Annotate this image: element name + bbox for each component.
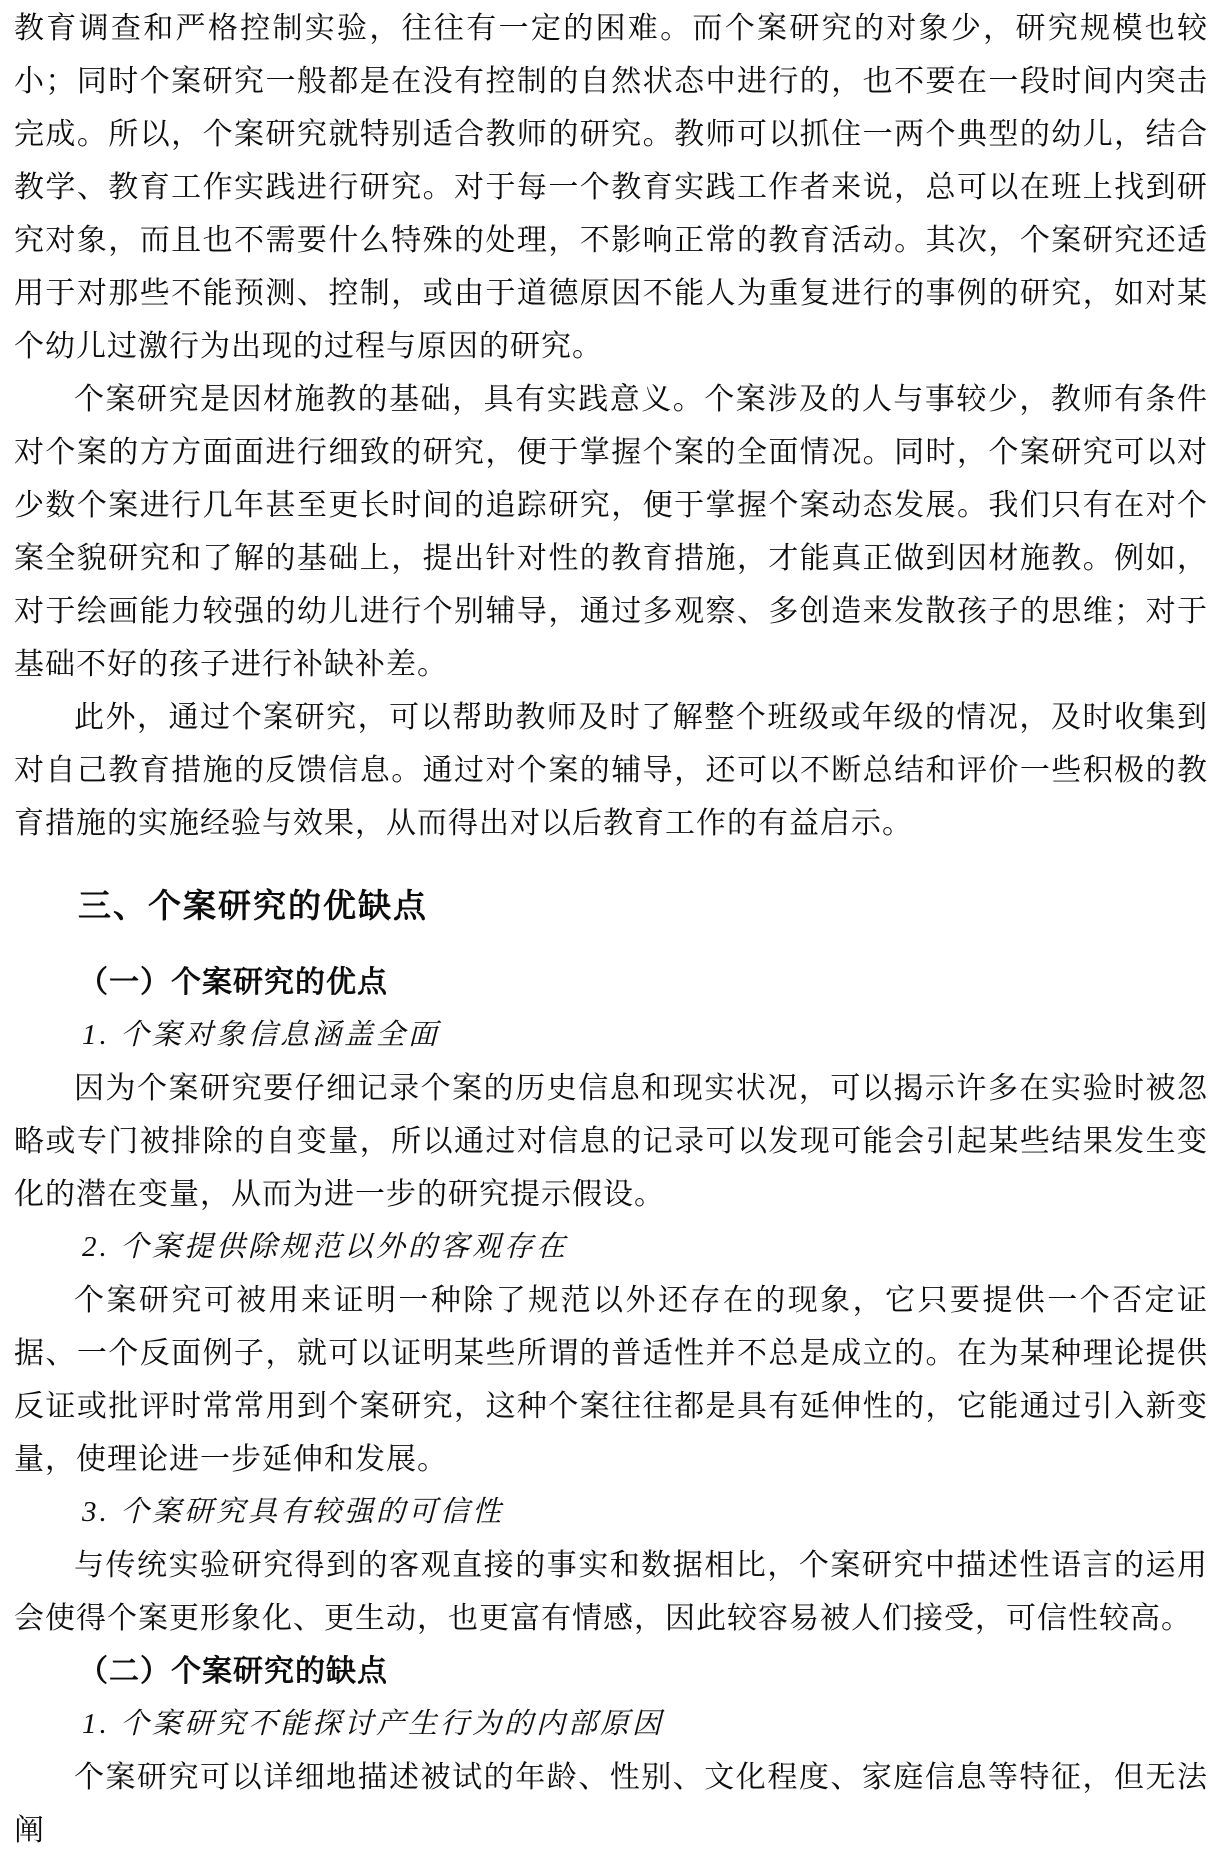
section-heading: 三、个案研究的优缺点 — [78, 887, 428, 924]
numbered-point: 2. 个案提供除规范以外的客观存在 — [82, 1231, 569, 1263]
body-paragraph: 个案研究是因材施教的基础，具有实践意义。个案涉及的人与事较少，教师有条件对个案的方方面面进行细致的研究，便于掌握个案的全面情况。同时，个案研究可以对少数个案进行几年甚至更长时间的追踪研究，便于掌握个案动态发展。我们只有在对个案全貌研究和了解的基础上，提出针对性的教育措施，才能真正做到因材施教。例如，对于绘画能力较强的幼儿进行个别辅导，通过多观察、多创造来发散孩子的思维；对于基础不好的孩子进行补缺补差。 — [14, 383, 1208, 681]
numbered-point: 1. 个案对象信息涵盖全面 — [82, 1019, 441, 1051]
numbered-point: 1. 个案研究不能探讨产生行为的内部原因 — [82, 1708, 665, 1740]
body-paragraph: 与传统实验研究得到的客观直接的事实和数据相比，个案研究中描述性语言的运用会使得个案更形象化、更生动，也更富有情感，因此较容易被人们接受，可信性较高。 — [14, 1549, 1208, 1635]
subsection-heading-advantages: （一）个案研究的优点 — [78, 966, 388, 999]
body-paragraph: 因为个案研究要仔细记录个案的历史信息和现实状况，可以揭示许多在实验时被忽略或专门被排除的自变量，所以通过对信息的记录可以发现可能会引起某些结果发生变化的潜在变量，从而为进一步的研究提示假设。 — [14, 1072, 1208, 1211]
body-paragraph: 个案研究可被用来证明一种除了规范以外还存在的现象，它只要提供一个否定证据、一个反面例子，就可以证明某些所谓的普适性并不总是成立的。在为某种理论提供反证或批评时常常用到个案研究，这种个案往往都是具有延伸性的，它能通过引入新变量，使理论进一步延伸和发展。 — [14, 1284, 1208, 1476]
body-paragraph-clipped: 个案研究可以详细地描述被试的年龄、性别、文化程度、家庭信息等特征，但无法阐 — [14, 1761, 1208, 1847]
numbered-point: 3. 个案研究具有较强的可信性 — [82, 1496, 505, 1528]
body-paragraph: 此外，通过个案研究，可以帮助教师及时了解整个班级或年级的情况，及时收集到对自己教育措施的反馈信息。通过对个案的辅导，还可以不断总结和评价一些积极的教育措施的实施经验与效果，从而得出对以后教育工作的有益启示。 — [14, 701, 1208, 840]
subsection-heading-disadvantages: （二）个案研究的缺点 — [78, 1655, 388, 1688]
body-paragraph-continuation: 教育调查和严格控制实验，往往有一定的困难。而个案研究的对象少，研究规模也较小；同时个案研究一般都是在没有控制的自然状态中进行的，也不要在一段时间内突击完成。所以，个案研究就特别适合教师的研究。教师可以抓住一两个典型的幼儿，结合教学、教育工作实践进行研究。对于每一个教育实践工作者来说，总可以在班上找到研究对象，而且也不需要什么特殊的处理，不影响正常的教育活动。其次，个案研究还适用于对那些不能预测、控制，或由于道德原因不能人为重复进行的事例的研究，如对某个幼儿过激行为出现的过程与原因的研究。 — [14, 12, 1208, 363]
